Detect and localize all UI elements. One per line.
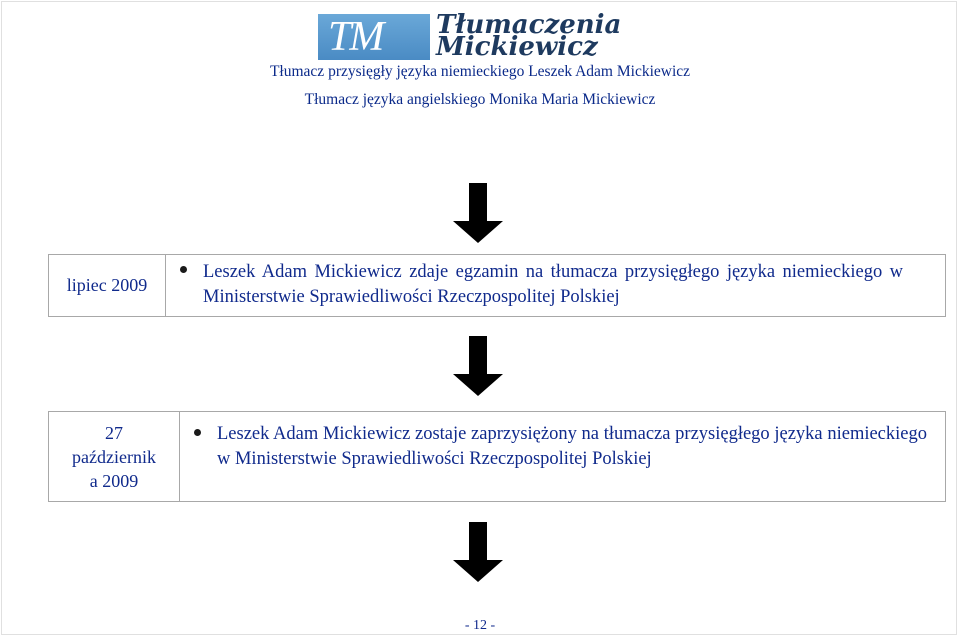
timeline-row: [48, 411, 946, 502]
timeline-date-year: a 2009: [89, 470, 139, 491]
timeline-entry: [166, 255, 945, 316]
timeline-date: lipiec 2009: [49, 255, 166, 316]
bullet-icon: [194, 429, 201, 436]
bullet-icon: [180, 266, 187, 273]
header-subtitle-english: Tłumacz języka angielskiego Monika Maria Mickiewicz: [304, 91, 656, 108]
company-logo: [318, 10, 658, 62]
timeline-date-day: 27: [105, 422, 123, 443]
down-arrow-icon: [453, 336, 503, 396]
timeline-text: Leszek Adam Mickiewicz zostaje zaprzysiężony na tłumacza przysięgłego języka niemieckiego w Ministerstwie Sprawiedliwości Rzeczpospolitej Polskiej: [217, 424, 927, 469]
timeline-text: Leszek Adam Mickiewicz zdaje egzamin na tłumacza przysięgłego języka niemieckiego w Ministerstwie Sprawiedliwości Rzeczpospolitej Polskiej: [203, 262, 903, 307]
logo-monogram-box: [318, 14, 430, 60]
logo-wordmark-line2: Mickiewicz: [436, 32, 598, 62]
timeline-date: [49, 412, 180, 501]
down-arrow-icon: [453, 522, 503, 582]
timeline-entry: [180, 412, 945, 501]
page-number: - 12 -: [464, 618, 496, 633]
logo-wordmark-line1: Tłumaczenia: [436, 10, 622, 40]
timeline-row: [48, 254, 946, 317]
logo-monogram: TM: [328, 14, 383, 60]
header-subtitle-german: Tłumacz przysięgły języka niemieckiego Leszek Adam Mickiewicz: [269, 63, 691, 80]
down-arrow-icon: [453, 183, 503, 243]
timeline-date-month: październik: [72, 446, 156, 467]
